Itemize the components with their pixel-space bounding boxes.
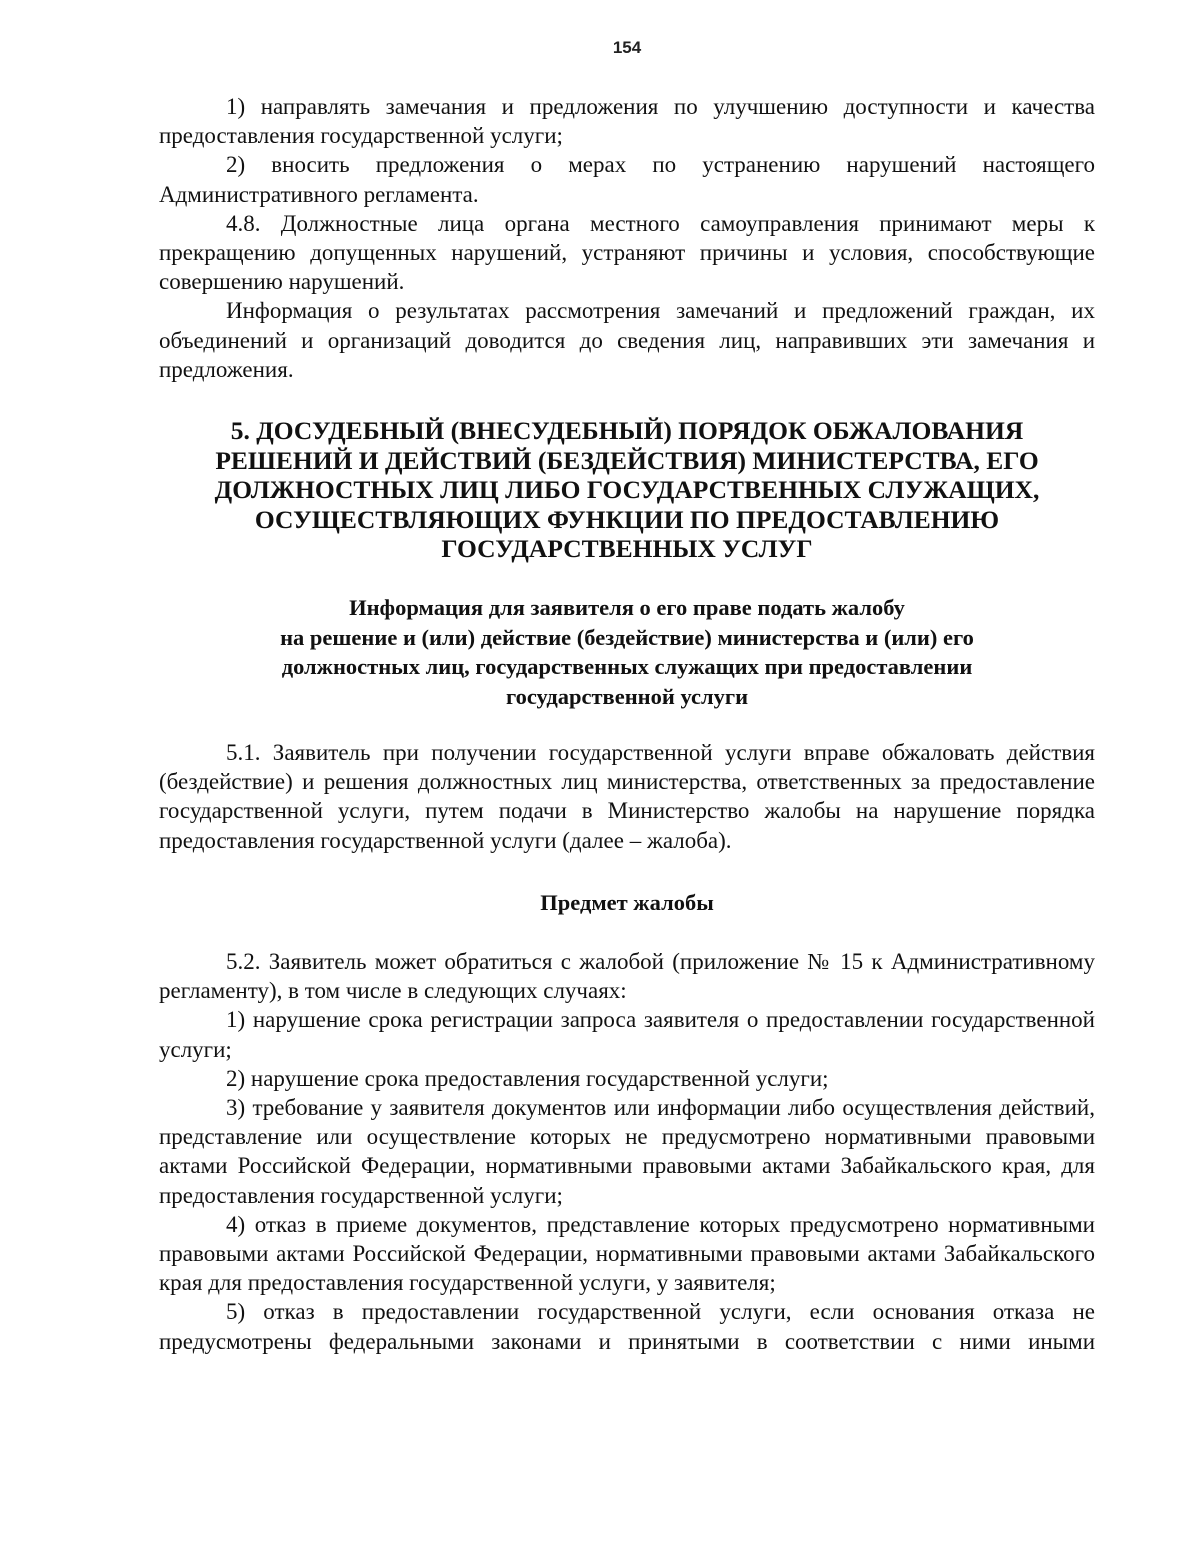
- section-title-line: 5. ДОСУДЕБНЫЙ (ВНЕСУДЕБНЫЙ) ПОРЯДОК ОБЖАЛОВАНИЯ: [230, 416, 1024, 445]
- section-title-line: ОСУЩЕСТВЛЯЮЩИХ ФУНКЦИИ ПО ПРЕДОСТАВЛЕНИЮ: [254, 504, 1000, 534]
- paragraph: 4.8. Должностные лица органа местного самоуправления принимают меры к прекращению допущенных нарушений, устраняют причины и условия, способствующие совершению нарушений.: [159, 210, 1095, 295]
- paragraph: 1) нарушение срока регистрации запроса заявителя о предоставлении государственной услуги;: [159, 1007, 1095, 1062]
- subsection-title-line: Предмет жалобы: [540, 890, 714, 915]
- section-title-line: РЕШЕНИЙ И ДЕЙСТВИЙ (БЕЗДЕЙСТВИЯ) МИНИСТЕРСТВА, ЕГО: [215, 445, 1039, 475]
- paragraph: 1) направлять замечания и предложения по улучшению доступности и качества предоставления государственной услуги;: [159, 94, 1095, 149]
- subsection-title-line: должностных лиц, государственных служащих при предоставлении: [281, 654, 973, 679]
- paragraph: 2) нарушение срока предоставления государственной услуги;: [226, 1065, 829, 1091]
- subsection-title-line: государственной услуги: [505, 683, 749, 709]
- section-title-line: ГОСУДАРСТВЕННЫХ УСЛУГ: [441, 534, 813, 563]
- page-number: 154: [612, 38, 642, 57]
- section-title: [159, 416, 1095, 564]
- subsection-title-line: Информация для заявителя о его праве подать жалобу: [349, 595, 905, 620]
- paragraph: 2) вносить предложения о мерах по устранению нарушений настоящего Административного регламента.: [159, 152, 1095, 207]
- paragraph: 5) отказ в предоставлении государственной услуги, если основания отказа не предусмотрены федеральными законами и принятыми в соответствии с ними иными: [159, 1299, 1095, 1354]
- paragraph: Информация о результатах рассмотрения замечаний и предложений граждан, их объединений и организаций доводится до сведения лиц, направивших эти замечания и предложения.: [159, 298, 1095, 382]
- subsection-title-line: на решение и (или) действие (бездействие) министерства и (или) его: [280, 624, 974, 650]
- paragraph: 3) требование у заявителя документов или информации либо осуществления действий, представление или осуществление которых не предусмотрено нормативными правовыми актами Российской Федерации, нормативными правовыми актами Забайкальского края, для предоставления государственной услуги;: [159, 1095, 1095, 1208]
- subsection-title-complaint: [159, 888, 1095, 918]
- body-block-1: [159, 92, 1095, 384]
- section-title-line: ДОЛЖНОСТНЫХ ЛИЦ ЛИБО ГОСУДАРСТВЕННЫХ СЛУЖАЩИХ,: [214, 475, 1040, 504]
- paragraph: 5.2. Заявитель может обратиться с жалобой (приложение № 15 к Административному регламенту), в том числе в следующих случаях:: [159, 949, 1095, 1004]
- body-block-2: [159, 947, 1095, 1356]
- paragraph: 5.1. Заявитель при получении государственной услуги вправе обжаловать действия (бездействие) и решения должностных лиц министерства, ответственных за предоставление государственной услуги, путем подачи в Министерство жалобы на нарушение порядка предоставления государственной услуги (далее – жалоба).: [159, 740, 1095, 853]
- paragraph: 4) отказ в приеме документов, представление которых предусмотрено нормативными правовыми актами Российской Федерации, нормативными правовыми актами Забайкальского края для предоставления государственной услуги, у заявителя;: [159, 1211, 1095, 1296]
- body-block-5-1: [159, 738, 1095, 855]
- subsection-title: [159, 593, 1095, 711]
